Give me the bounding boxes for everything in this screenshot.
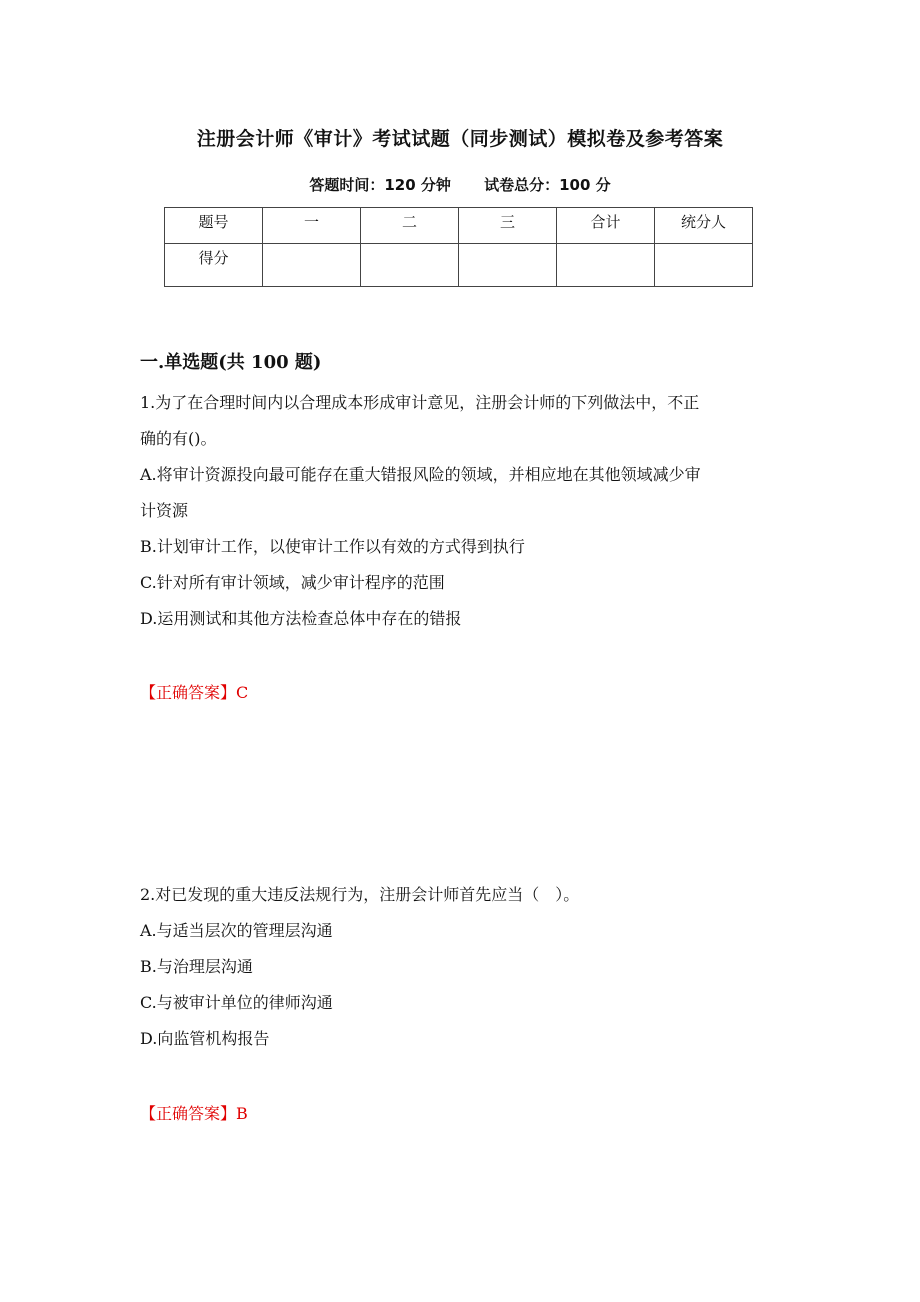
option-a: A.将审计资源投向最可能存在重大错报风险的领域，并相应地在其他领域减少审 — [140, 465, 701, 484]
option-d: D.向监管机构报告 — [140, 1029, 270, 1048]
question-stem: 确的有()。 — [140, 429, 217, 448]
row-label: 得分 — [165, 244, 263, 287]
score-cell — [557, 244, 655, 287]
section-heading: 一.单选题(共 100 题) — [140, 352, 322, 373]
table-header-cell: 一 — [263, 208, 361, 244]
correct-answer: 【正确答案】B — [140, 1104, 248, 1123]
table-header-row — [165, 208, 753, 244]
score-cell — [459, 244, 557, 287]
option-a-continued: 计资源 — [140, 501, 189, 520]
option-b: B.与治理层沟通 — [140, 957, 253, 976]
score-table — [164, 207, 753, 287]
exam-info — [0, 174, 920, 195]
question-2 — [140, 877, 579, 1057]
score-cell — [361, 244, 459, 287]
exam-total-score: 试卷总分：100 分 — [484, 176, 611, 194]
table-header-cell: 题号 — [165, 208, 263, 244]
document-title: 注册会计师《审计》考试试题（同步测试）模拟卷及参考答案 — [196, 128, 724, 150]
score-cell — [263, 244, 361, 287]
table-header-cell: 合计 — [557, 208, 655, 244]
table-header-cell: 三 — [459, 208, 557, 244]
option-b: B.计划审计工作，以使审计工作以有效的方式得到执行 — [140, 537, 525, 556]
option-c: C.与被审计单位的律师沟通 — [140, 993, 333, 1012]
option-c: C.针对所有审计领域，减少审计程序的范围 — [140, 573, 445, 592]
question-1 — [140, 385, 701, 637]
correct-answer: 【正确答案】C — [140, 683, 249, 702]
table-header-cell: 统分人 — [655, 208, 753, 244]
question-stem: 2.对已发现的重大违反法规行为，注册会计师首先应当（ ）。 — [140, 885, 580, 904]
option-a: A.与适当层次的管理层沟通 — [140, 921, 333, 940]
option-d: D.运用测试和其他方法检查总体中存在的错报 — [140, 609, 462, 628]
table-row — [165, 244, 753, 287]
question-stem: 1.为了在合理时间内以合理成本形成审计意见，注册会计师的下列做法中，不正 — [140, 393, 700, 412]
exam-time: 答题时间：120 分钟 — [309, 176, 451, 194]
table-header-cell: 二 — [361, 208, 459, 244]
score-cell — [655, 244, 753, 287]
